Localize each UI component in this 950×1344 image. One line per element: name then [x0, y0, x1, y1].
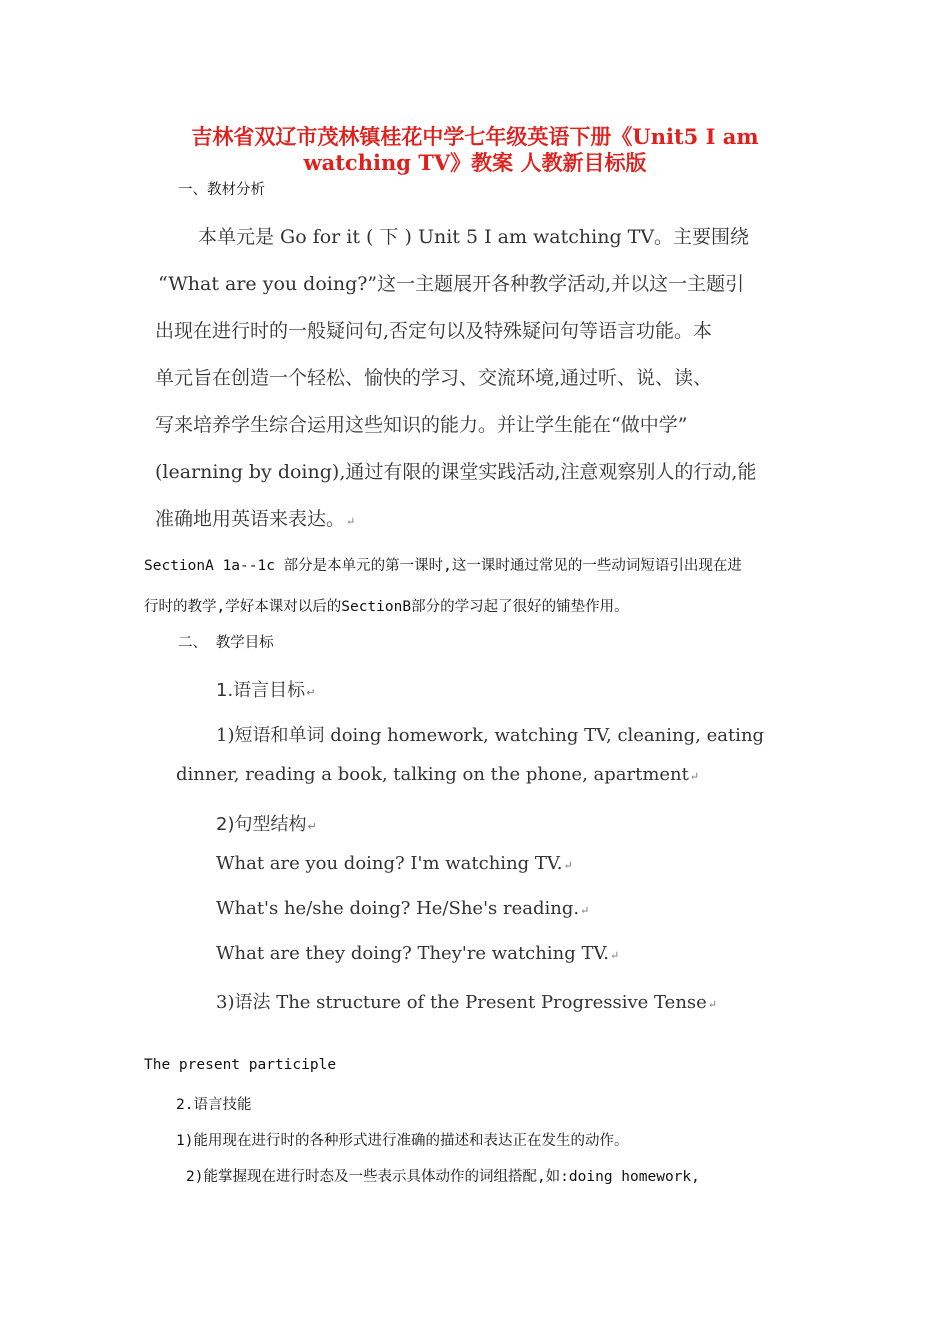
analysis-line-1: 本单元是 Go for it ( 下 ) Unit 5 I am watching TV。主要围绕: [198, 226, 750, 248]
vocab-line-1: 1)短语和单词 doing homework, watching TV, cleaning, eating: [216, 725, 765, 746]
document-title-line-2: watching TV》教案 人教新目标版: [303, 150, 647, 175]
analysis-line-4: 单元旨在创造一个轻松、愉快的学习、交流环境,通过听、说、读、: [155, 367, 713, 389]
paragraph-mark-icon: ↵: [610, 949, 620, 962]
document-title-line-1: 吉林省双辽市茂林镇桂花中学七年级英语下册《Unit5 I am: [191, 124, 759, 149]
analysis-line-5: 写来培养学生综合运用这些知识的能力。并让学生能在“做中学”: [155, 414, 688, 436]
skills-heading: 2.语言技能: [176, 1097, 252, 1113]
paragraph-mark-icon: ↵: [563, 859, 573, 872]
paragraph-mark-icon: ↵: [689, 770, 700, 783]
analysis-line-7-text: 准确地用英语来表达。: [155, 508, 346, 530]
analysis-line-6: (learning by doing),通过有限的课堂实践活动,注意观察别人的行动,能: [155, 461, 757, 483]
sentence-2-text: What's he/she doing? He/She's reading.: [216, 898, 580, 919]
structures-heading-text: 2)句型结构: [216, 814, 307, 835]
skill-1: 1)能用现在进行时的各种形式进行准确的描述和表达正在发生的动作。: [176, 1133, 629, 1149]
paragraph-mark-icon: ↵: [306, 686, 316, 699]
paragraph-mark-icon: ↵: [580, 904, 590, 917]
section-a-line-2: 行时的教学,学好本课对以后的SectionB部分的学习起了很好的铺垫作用。: [144, 599, 629, 615]
participle-line: The present participle: [144, 1057, 337, 1073]
vocab-line-2: [176, 764, 699, 785]
paragraph-mark-icon: ↵: [346, 515, 356, 528]
sentence-2: [216, 898, 589, 919]
section-heading-goals: 二、 教学目标: [178, 635, 274, 651]
sentence-3-text: What are they doing? They're watching TV.: [216, 943, 610, 964]
sentence-3: [216, 943, 619, 964]
sentence-1-text: What are you doing? I'm watching TV.: [216, 853, 563, 874]
structures-heading: [216, 810, 317, 836]
grammar-line: [216, 988, 717, 1014]
analysis-line-3: 出现在进行时的一般疑问句,否定句以及特殊疑问句等语言功能。本: [155, 320, 713, 342]
analysis-line-2: “What are you doing?”这一主题展开各种教学活动,并以这一主题引: [158, 273, 745, 295]
vocab-line-2-text: dinner, reading a book, talking on the phone, apartment: [176, 764, 689, 785]
paragraph-mark-icon: ↵: [307, 820, 317, 833]
paragraph-mark-icon: ↵: [707, 998, 718, 1011]
section-a-line-1: SectionA 1a--1c 部分是本单元的第一课时,这一课时通过常见的一些动词短语引出现在进: [144, 558, 742, 574]
goals-heading-text: 1.语言目标: [216, 680, 306, 701]
sentence-1: [216, 853, 573, 874]
grammar-line-text: 3)语法 The structure of the Present Progressive Tense: [216, 992, 707, 1013]
goals-heading: [216, 676, 315, 702]
analysis-line-7: [155, 504, 355, 531]
section-heading-analysis: 一、教材分析: [178, 182, 265, 198]
skill-2: 2)能掌握现在进行时态及一些表示具体动作的词组搭配,如:doing homework,: [186, 1169, 700, 1185]
